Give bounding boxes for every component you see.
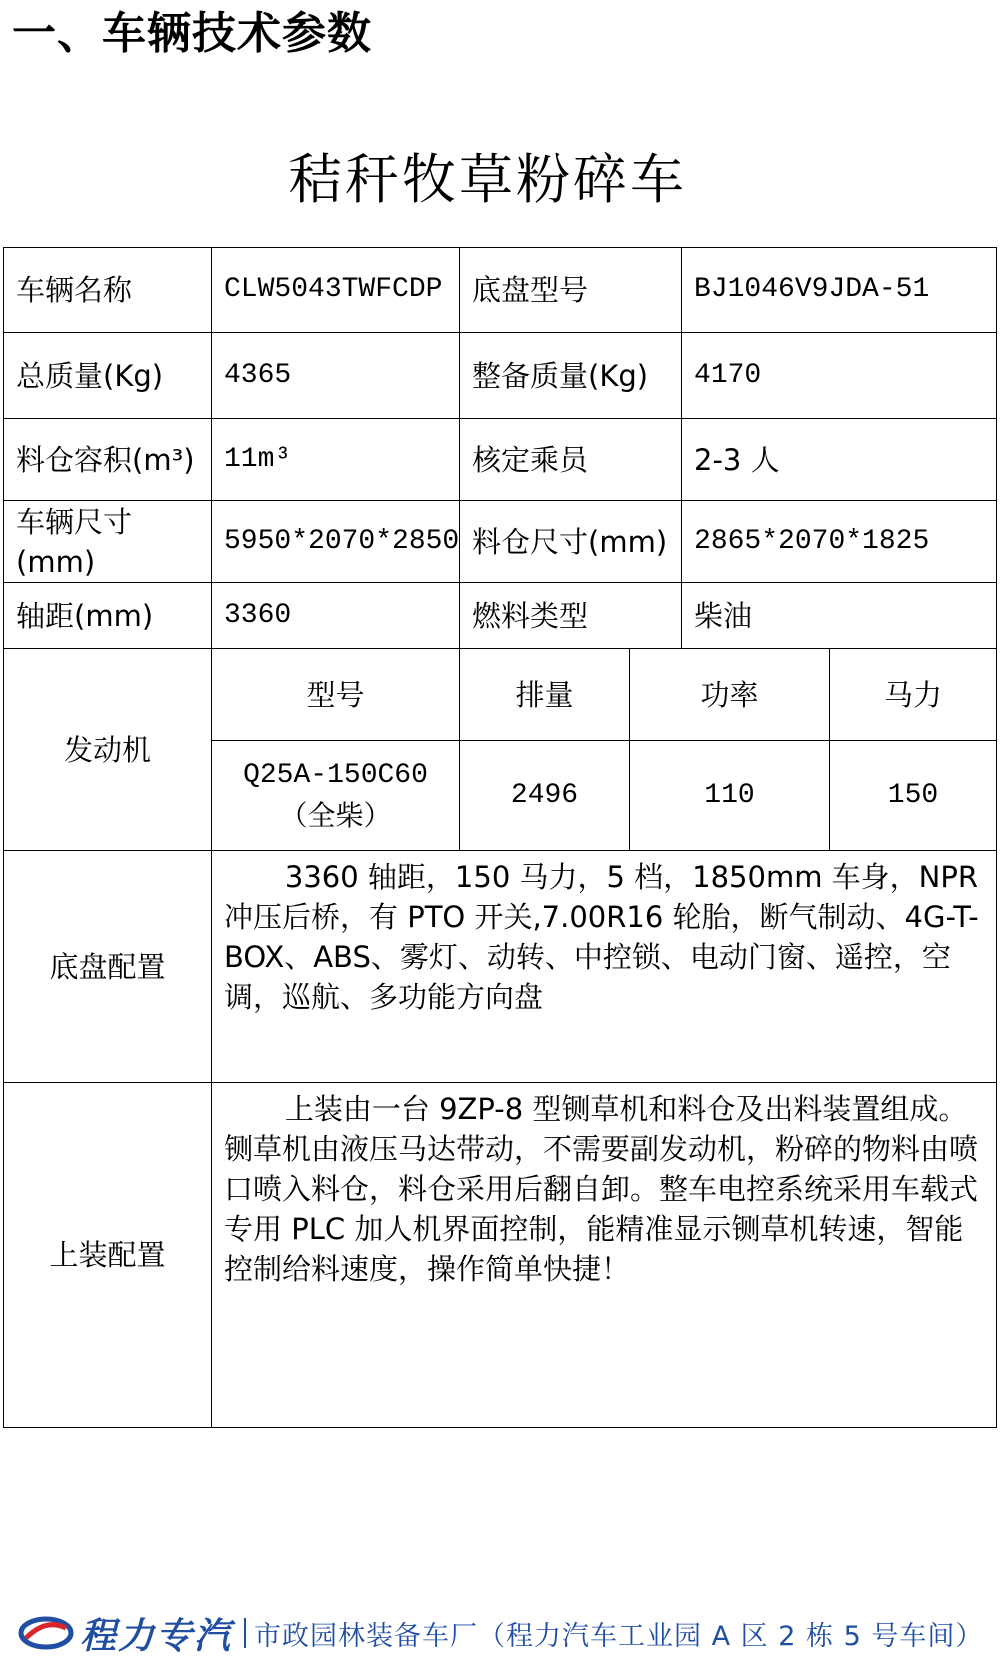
- crew-label: 核定乘员: [460, 419, 682, 501]
- engine-header-row: [4, 649, 997, 741]
- footer-divider: [244, 1618, 246, 1648]
- wheelbase-value: 3360: [212, 583, 460, 649]
- chassis-model-value: BJ1046V9JDA-51: [682, 248, 997, 333]
- bin-size-value: 2865*2070*1825: [682, 501, 997, 583]
- vehicle-size-value: 5950*2070*2850: [212, 501, 460, 583]
- engine-label: 发动机: [4, 649, 212, 851]
- footer: [18, 1614, 988, 1657]
- bin-volume-value: 11m³: [212, 419, 460, 501]
- table-row: [4, 333, 997, 419]
- chassis-config-row: [4, 851, 997, 1083]
- bin-size-label: 料仓尺寸(mm): [460, 501, 682, 583]
- clw-logo-icon: [18, 1616, 74, 1650]
- chassis-model-label: 底盘型号: [460, 248, 682, 333]
- fuel-type-value: 柴油: [682, 583, 997, 649]
- footer-address: 市政园林装备车厂（程力汽车工业园 A 区 2 栋 5 号车间）: [254, 1620, 984, 1652]
- brand-name: 程力专汽: [80, 1615, 233, 1657]
- table-row: [4, 583, 997, 649]
- upper-config-row: [4, 1083, 997, 1428]
- table-row: [4, 419, 997, 501]
- curb-mass-label: 整备质量(Kg): [460, 333, 682, 419]
- engine-power-value: 110: [630, 741, 830, 851]
- engine-horsepower-value: 150: [830, 741, 997, 851]
- engine-header-power: 功率: [630, 649, 830, 741]
- wheelbase-label: 轴距(mm): [4, 583, 212, 649]
- engine-header-horsepower: 马力: [830, 649, 997, 741]
- upper-config-text: 上装由一台 9ZP-8 型铡草机和料仓及出料装置组成。铡草机由液压马达带动，不需要副发动机，粉碎的物料由喷口喷入料仓，料仓采用后翻自卸。整车电控系统采用车载式专用 PLC 加人机界面控制，能精准显示铡草机转速，智能控制给料速度，操作简单快捷！: [212, 1083, 997, 1428]
- table-row: [4, 501, 997, 583]
- vehicle-name-value: CLW5043TWFCDP: [212, 248, 460, 333]
- table-row: [4, 248, 997, 333]
- section-heading: 一、车辆技术参数: [12, 8, 372, 59]
- engine-header-model: 型号: [212, 649, 460, 741]
- fuel-type-label: 燃料类型: [460, 583, 682, 649]
- engine-model-brand: （全柴）: [279, 798, 392, 832]
- curb-mass-value: 4170: [682, 333, 997, 419]
- chassis-config-text: 3360 轴距，150 马力，5 档，1850mm 车身，NPR 冲压后桥，有 PTO 开关,7.00R16 轮胎，断气制动、4G-T-BOX、ABS、雾灯、动转、中控锁、电动门窗、遥控，空调，巡航、多功能方向盘: [212, 851, 997, 1083]
- vehicle-name-label: 车辆名称: [4, 248, 212, 333]
- engine-model-value: [212, 741, 460, 851]
- chassis-config-label: 底盘配置: [4, 851, 212, 1083]
- total-mass-label: 总质量(Kg): [4, 333, 212, 419]
- total-mass-value: 4365: [212, 333, 460, 419]
- document-title: 秸秆牧草粉碎车: [288, 148, 687, 211]
- crew-value: 2-3 人: [682, 419, 997, 501]
- engine-model-code: Q25A-150C60: [243, 759, 428, 791]
- vehicle-size-label: 车辆尺寸(mm): [4, 501, 212, 583]
- spec-table: [3, 247, 997, 1428]
- engine-header-displacement: 排量: [460, 649, 630, 741]
- bin-volume-label: 料仓容积(m³): [4, 419, 212, 501]
- engine-displacement-value: 2496: [460, 741, 630, 851]
- upper-config-label: 上装配置: [4, 1083, 212, 1428]
